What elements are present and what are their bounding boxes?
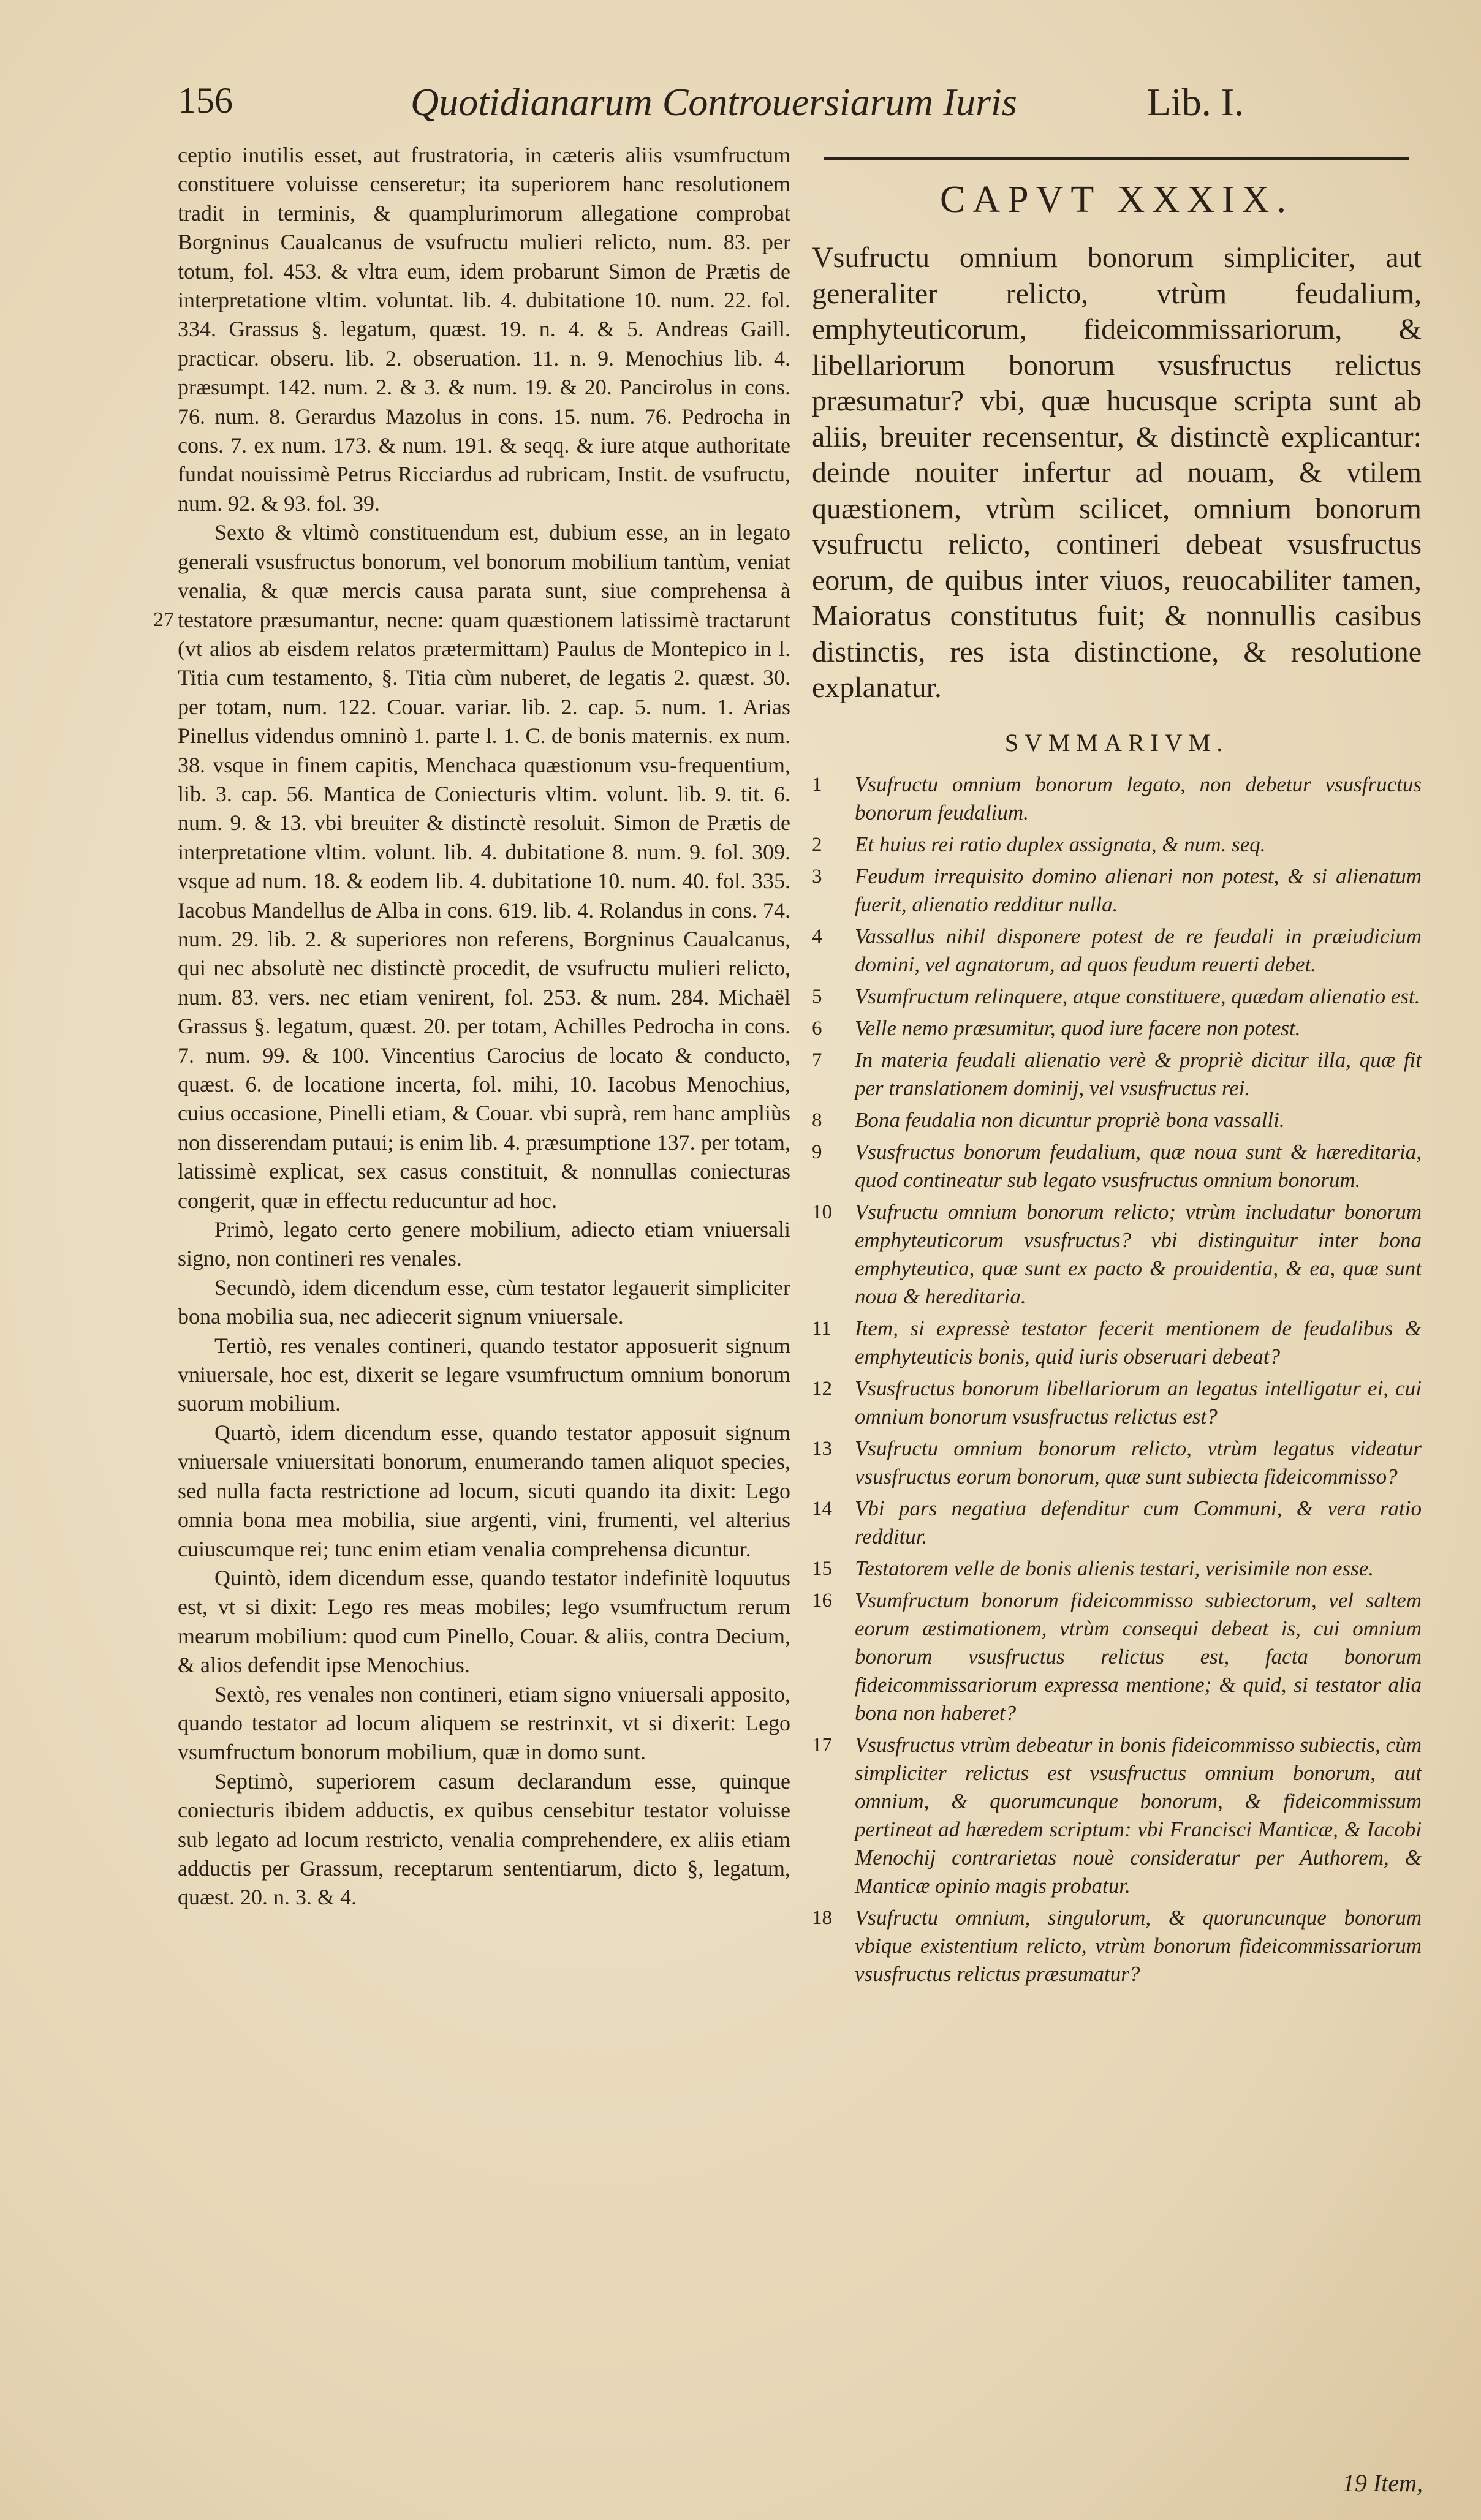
running-title: Quotidianarum Controuersiarum Iuris (411, 80, 1017, 124)
chapter-argument: Vsufructu omnium bonorum simpliciter, aut generaliter relicto, vtrùm feudalium, emphyteuticorum, fideicommissariorum, & libellariorum bonorum vsusfructus relictus præsumatur? vbi, quæ hucusque scripta sunt ab aliis, breuiter recensentur, & distinctè explicantur: deinde nouiter infertur ad nouam, & vtilem quæstionem, vtrùm scilicet, omnium bonorum vsufructu relicto, contineri debeat vsusfructus eorum, de quibus inter viuos, reuocabiliter tamen, Maioratus constitutus fuit; & nonnullis casibus distinctis, res ista distinctione, & resolutione explanatur. (812, 241, 1422, 704)
summary-item-text: Vsusfructus bonorum feudalium, quæ noua sunt & hæreditaria, quod contineatur sub legato vsusfructus omnium bonorum. (855, 1139, 1422, 1192)
catchword: 19 Item, (1342, 2469, 1423, 2497)
summary-item (812, 1014, 1422, 1043)
summary-item-number: 7 (812, 1049, 822, 1071)
summary-heading: SVMMARIVM. (1004, 728, 1229, 756)
summary-item (812, 831, 1422, 859)
paragraph: Quartò, idem dicendum esse, quando testator apposuit signum vniuersale vniuersitati bonorum, enumerando tamen aliquot species, sed nulla facta restrictione ad locum, sicuti quando ita dixit: Lego omnia bona mea mobilia, siue argenti, vini, frumenti, vel alterius cuiuscumque rei; tunc enim etiam venalia comprehensa dicuntur. (178, 1420, 790, 1561)
summary-item-text: Vsufructu omnium bonorum relicto; vtrùm includatur bonorum emphyteuticorum vsusfructus? vbi distinguitur inter bona emphyteutica, quæ sunt ex pacto & prouidentia, & ea, quæ sunt noua & hereditaria. (855, 1199, 1422, 1308)
summary-item-number: 14 (812, 1497, 832, 1520)
summary-item-number: 10 (812, 1201, 832, 1223)
summary-item (812, 1586, 1422, 1727)
summary-item (812, 1046, 1422, 1103)
summary-item-number: 12 (812, 1377, 832, 1400)
summary-item (812, 1106, 1422, 1134)
summary-item (812, 1138, 1422, 1194)
summary-item-text: Testatorem velle de bonis alienis testari, verisimile non esse. (855, 1556, 1374, 1580)
summary-item-number: 16 (812, 1589, 832, 1612)
summary-item-text: Item, si expressè testator fecerit mentionem de feudalibus & emphyteuticis bonis, quid iuris obseruari debeat? (855, 1316, 1422, 1368)
paragraph: Secundò, idem dicendum esse, cùm testator legauerit simpliciter bona mobilia sua, nec adiecerit signum vniuersale. (178, 1275, 790, 1329)
summary-item-text: Bona feudalia non dicuntur propriè bona vassalli. (855, 1107, 1285, 1132)
summary-list (812, 771, 1422, 1988)
summary-item-text: Velle nemo præsumitur, quod iure facere non potest. (855, 1016, 1301, 1040)
summary-item-text: Vsumfructum bonorum fideicommisso subiectorum, vel saltem eorum æstimationem, vtrùm consequi debeat is, cui omnium bonorum vsusfructus relictus est, facta bonorum fideicommissariorum expressa mentione; & quid, si testator alia bona non haberet? (855, 1588, 1422, 1725)
summary-item-text: Feudum irrequisito domino alienari non potest, & si alienatum fuerit, alienatio redditur nulla. (855, 864, 1422, 916)
summary-item (812, 1555, 1422, 1583)
paragraph: Septimò, superiorem casum declarandum esse, quinque coniecturis ibidem adductis, ex quibus censebitur testator voluisse sub legato ad locum restricto, venalia comprehendere, ex aliis etiam adductis per Grassum, receptarum sententiarum, dicto §, legatum, quæst. 20. n. 3. & 4. (178, 1768, 790, 1910)
summary-item-text: Vsusfructus bonorum libellariorum an legatus intelligatur ei, cui omnium bonorum vsusfructus relictus est? (855, 1376, 1422, 1428)
summary-item-text: Vsufructu omnium bonorum legato, non debetur vsusfructus bonorum feudalium. (855, 772, 1422, 824)
summary-item-text: Vbi pars negatiua defenditur cum Communi, & vera ratio redditur. (855, 1496, 1422, 1549)
book-label: Lib. I. (1146, 80, 1244, 124)
margin-number: 27 (153, 608, 174, 631)
summary-item-number: 1 (812, 773, 822, 796)
paragraph: ceptio inutilis esset, aut frustratoria, in cæteris aliis vsumfructum constituere voluisse censeretur; ita superiorem hanc resolutionem tradit in terminis, & quamplurimorum allegatione comprobat Borgninus Caualcanus de vsufructu mulieri relicto, num. 83. per totum, fol. 453. & vltra eum, idem probarunt Simon de Prætis de interpretatione vltim. voluntat. lib. 4. dubitatione 10. num. 22. fol. 334. Grassus §. legatum, quæst. 19. n. 4. & 5. Andreas Gaill. practicar. obseru. lib. 2. obseruation. 11. n. 9. Menochius lib. 4. præsumpt. 142. num. 2. & 3. & num. 19. & 20. Pancirolus in cons. 76. num. 8. Gerardus Mazolus in cons. 15. num. 76. Pedrocha in cons. 7. ex num. 173. & num. 191. & seqq. & iure atque authoritate fundat nouissimè Petrus Ricciardus ad rubricam, Instit. de vsufructu, num. 92. & 93. fol. 39. (178, 143, 790, 516)
summary-item-number: 2 (812, 833, 822, 856)
summary-item-number: 17 (812, 1733, 832, 1756)
paragraph: Primò, legato certo genere mobilium, adiecto etiam vniuersali signo, non contineri res venales. (178, 1217, 790, 1271)
summary-item (812, 922, 1422, 979)
summary-item-number: 6 (812, 1017, 822, 1039)
summary-item (812, 862, 1422, 919)
divider-rule (824, 157, 1409, 160)
summary-item-number: 18 (812, 1906, 832, 1929)
summary-item (812, 771, 1422, 827)
summary-item-text: Vsusfructus vtrùm debeatur in bonis fideicommisso subiectis, cùm simpliciter relictus est vsusfructus omnium bonorum, aut omnium, & quorumcunque bonorum, & fideicommissum pertineat ad hæredem scriptum: vbi Francisci Manticæ, & Iacobi Menochij contrarietas nouè consideratur per Authorem, & Manticæ opinio magis probatur. (855, 1732, 1422, 1898)
summary-item-text: Et huius rei ratio duplex assignata, & num. seq. (855, 832, 1266, 856)
summary-item-number: 8 (812, 1109, 822, 1131)
summary-item-text: Vsufructu omnium bonorum relicto, vtrùm legatus videatur vsusfructus eorum bonorum, quæ sunt subiecta fideicommisso? (855, 1436, 1422, 1488)
right-column (812, 144, 1422, 1992)
summary-item-text: Vassallus nihil disponere potest de re feudali in præiudicium domini, vel agnatorum, ad quos feudum reuerti debet. (855, 924, 1422, 976)
page-header (178, 80, 1244, 129)
summary-item-number: 9 (812, 1141, 822, 1163)
summary-item (812, 1731, 1422, 1900)
summary-item-text: Vsufructu omnium, singulorum, & quoruncunque bonorum vbique existentium relicto, vtrùm bonorum fideicommissariorum vsusfructus relictus præsumatur? (855, 1905, 1422, 1986)
chapter-heading: CAPVT XXXIX. (940, 179, 1294, 221)
summary-item-number: 5 (812, 985, 822, 1008)
paragraph: Tertiò, res venales contineri, quando testator apposuerit signum vniuersale, hoc est, dixerit se legare vsumfructum omnium bonorum suorum mobilium. (178, 1333, 790, 1416)
summary-item (812, 1198, 1422, 1311)
left-column-text (178, 141, 790, 1912)
summary-item (812, 1375, 1422, 1431)
summary-item (812, 1495, 1422, 1551)
left-column (153, 141, 790, 1912)
summary-item-number: 3 (812, 865, 822, 888)
summary-item-number: 13 (812, 1437, 832, 1460)
summary-item (812, 983, 1422, 1011)
summary-item-text: Vsumfructum relinquere, atque constituere, quædam alienatio est. (855, 984, 1420, 1008)
summary-item-text: In materia feudali alienatio verè & propriè dicitur illa, quæ fit per translationem dominij, vel vsusfructus rei. (855, 1047, 1422, 1100)
paragraph: Sextò, res venales non contineri, etiam signo vniuersali apposito, quando testator ad locum aliquem se restrinxit, vt si dixerit: Lego vsumfructum bonorum mobilium, quæ in domo sunt. (178, 1681, 790, 1765)
summary-item (812, 1904, 1422, 1988)
summary-item-number: 4 (812, 925, 822, 948)
summary-item (812, 1435, 1422, 1491)
paragraph: Quintò, idem dicendum esse, quando testator indefinitè loquutus est, vt si dixit: Lego res meas mobiles; lego vsumfructum rerum mearum mobilium: quod cum Pinello, Couar. & aliis, contra Decium, & alios defendit ipse Menochius. (178, 1565, 790, 1678)
summary-item-number: 11 (812, 1317, 831, 1340)
summary-item-number: 15 (812, 1557, 832, 1580)
paragraph: Sexto & vltimò constituendum est, dubium esse, an in legato generali vsusfructus bonorum, vel bonorum mobilium tantùm, veniat venalia, & quæ mercis causa parata sunt, siue comprehensa à testatore præsumantur, necne: quam quæstionem latissimè tractarunt (vt alios ab eisdem relatos prætermittam) Paulus de Montepico in l. Titia cum testamento, §. Titia cùm nuberet, de legatis 2. quæst. 30. per totam, num. 122. Couar. variar. lib. 2. cap. 5. num. 1. Arias Pinellus videndus omninò 1. parte l. 1. C. de bonis maternis. ex num. 38. vsque in finem capitis, Menchaca quæstionum vsu-frequentium, lib. 3. cap. 56. Mantica de Coniecturis vltim. volunt. lib. 9. tit. 6. num. 9. & 13. vbi breuiter & distinctè resoluit. Simon de Prætis de interpretatione vltim. volunt. lib. 4. dubitatione 8. num. 9. fol. 309. vsque ad num. 18. & eodem lib. 4. dubitatione 10. num. 40. fol. 335. Iacobus Mandellus de Alba in cons. 619. lib. 4. Rolandus in cons. 74. num. 29. lib. 2. & superiores non referens, Borgninus Caualcanus, qui nec absolutè nec distinctè procedit, de vsufructu mulieri relicto, num. 83. vers. nec etiam venirent, fol. 253. & num. 284. Michaël Grassus §. legatum, quæst. 20. per totam, Achilles Pedrocha in cons. 7. num. 99. & 100. Vincentius Carocius de locato & conducto, quæst. 6. de locatione incerta, fol. mihi, 10. Iacobus Menochius, cuius occasione, Pinelli etiam, & Couar. vbi suprà, rem hanc ampliùs non disserendam putaui; is enim lib. 4. præsumptione 137. per totam, latissimè explicat, sex casus constituit, & nonnullas coniecturas congerit, quæ in effectu reducuntur ad hoc. (178, 520, 790, 1213)
summary-item (812, 1315, 1422, 1371)
page-number: 156 (178, 80, 233, 121)
